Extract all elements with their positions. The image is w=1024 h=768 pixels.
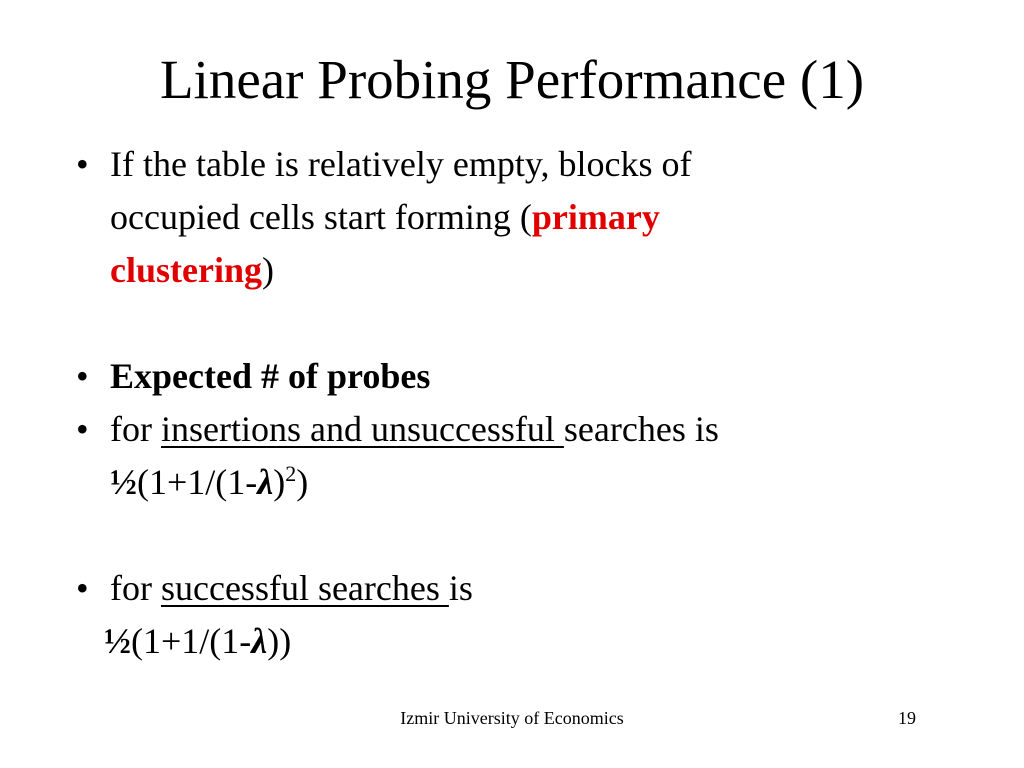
lambda-symbol: λ	[257, 462, 274, 502]
bullet-heading: Expected # of probes	[110, 356, 431, 396]
bullet-expected-probes	[76, 350, 956, 403]
bullet-successful-searches	[76, 562, 956, 615]
half-symbol: ½	[110, 462, 137, 502]
formula-unsuccessful	[110, 462, 308, 502]
bullet-text-post: is	[448, 568, 473, 608]
bullet-text-close-paren: )	[261, 250, 274, 290]
spacer	[76, 297, 956, 350]
bullet-marker: •	[76, 568, 89, 608]
bullet-marker: •	[76, 356, 89, 396]
formula-part: )	[273, 462, 286, 502]
bullet-text-line2: occupied cells start forming (	[110, 197, 532, 237]
bullet-insertions-unsuccessful	[76, 403, 956, 509]
bullet-text-post: searches is	[563, 409, 719, 449]
underlined-text: successful searches	[160, 568, 449, 608]
bullet-text-pre: for	[110, 409, 161, 449]
underlined-text: insertions and unsuccessful	[160, 409, 564, 449]
highlight-primary: primary	[531, 197, 660, 237]
bullet-text-pre: for	[110, 568, 161, 608]
formula-part: (1+1/(1-	[131, 621, 252, 661]
bullet-marker: •	[76, 144, 89, 184]
formula-part: (1+1/(1-	[137, 462, 258, 502]
half-symbol: ½	[104, 621, 131, 661]
lambda-symbol: λ	[251, 621, 268, 661]
page-number: 19	[898, 708, 916, 728]
highlight-clustering: clustering	[110, 250, 262, 290]
slide-title: Linear Probing Performance (1)	[159, 49, 865, 110]
formula-part: )	[296, 462, 309, 502]
bullet-marker: •	[76, 409, 89, 449]
bullet-primary-clustering	[76, 138, 956, 297]
exponent: 2	[285, 461, 297, 486]
spacer	[76, 509, 956, 562]
footer-institution: Izmir University of Economics	[400, 708, 624, 728]
slide-body	[76, 138, 956, 668]
bullet-text-line1: If the table is relatively empty, blocks of	[110, 144, 692, 184]
formula-part: ))	[267, 621, 292, 661]
formula-successful	[76, 615, 956, 668]
